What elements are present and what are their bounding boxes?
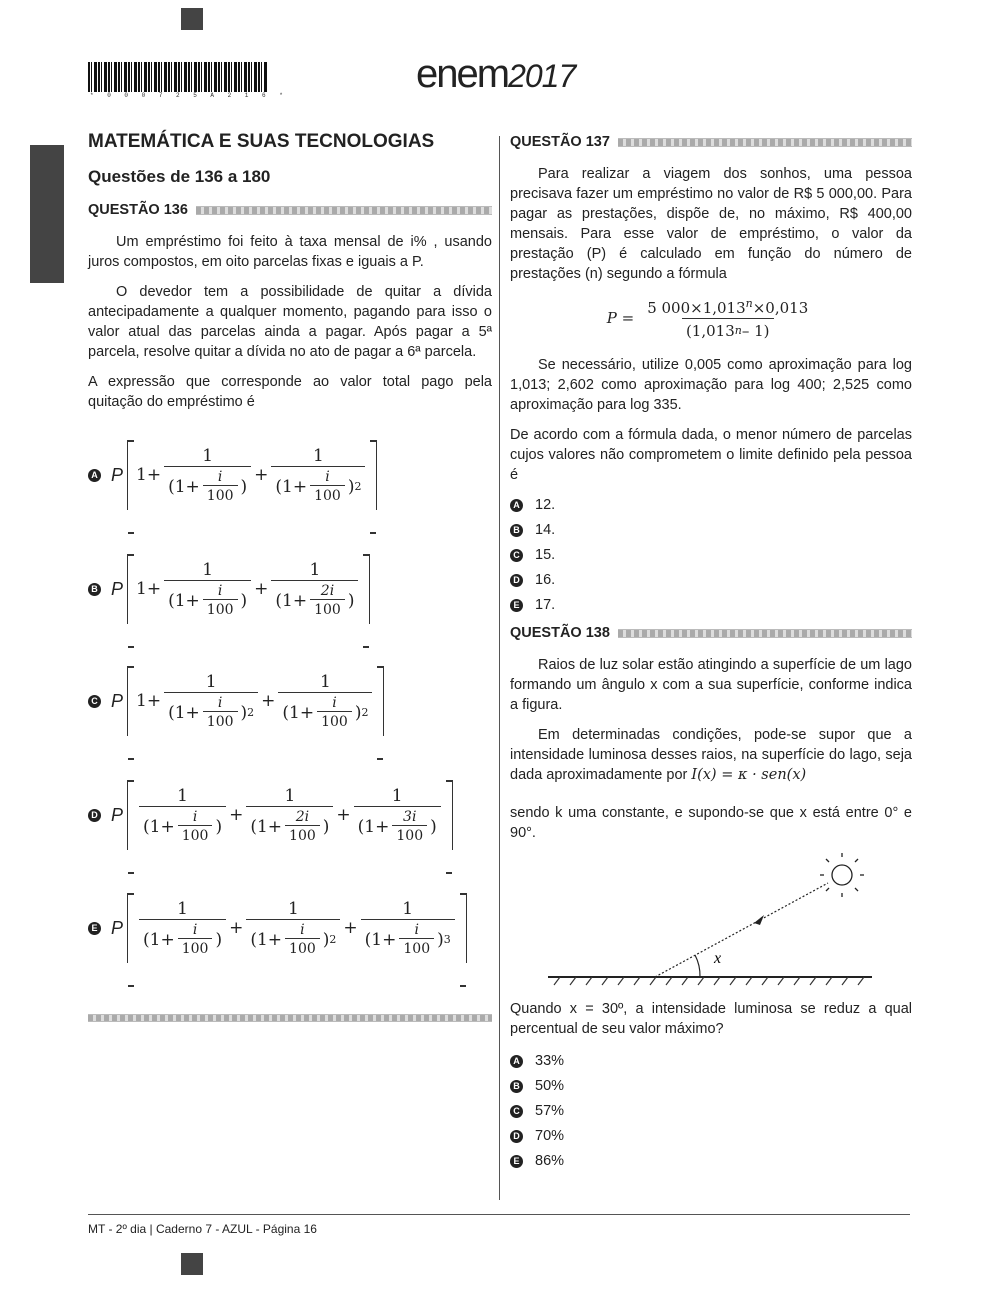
q138-paragraph-2 [510,725,912,785]
q137-paragraph-1: Para realizar a viagem dos sonhos, uma pessoa precisava fazer um empréstimo no valor de R$ 5 000,00. Para pagar as prestações, dispõe de, no máximo, R$ 400,00 mensais. Para esse valor de empréstimo, o valor da prestação (P) é calculado em função do número de prestações (n) segundo a fórmula [510,166,912,282]
q136-option-c[interactable] [88,666,488,736]
inner-num: i [332,695,337,711]
option-p: P [111,804,124,825]
q138-option-e[interactable] [510,1151,912,1171]
enem-logo [416,52,575,97]
option-expression [127,780,453,850]
open-paren: (1+ [250,816,283,837]
numerator: 1 [177,786,188,806]
q138-option-c[interactable] [510,1101,912,1121]
open-paren: (1+ [168,590,200,611]
inner-fraction [203,583,238,618]
option-p: P [111,464,124,485]
inner-fraction [392,809,427,844]
section-title: MATEMÁTICA E SUAS TECNOLOGIAS [88,131,435,152]
numerator: 1 [309,560,321,580]
inner-den: 100 [285,938,320,957]
inner-num: 2i [320,583,335,599]
logo-year: 2017 [508,58,576,94]
inner-den: 100 [392,825,427,844]
option-badge: E [510,599,523,612]
option-badge: A [510,499,523,512]
heading-rule [618,629,912,638]
angle-arc [695,955,700,977]
option-expression [127,554,370,624]
inner-den: 100 [399,938,434,957]
q138-options [510,1051,912,1171]
close-paren: ) [240,702,248,723]
close-paren: ) [240,590,248,611]
denominator-part: (1,013 [685,322,735,340]
left-column [88,130,492,422]
inner-fraction [178,922,213,957]
exponent: n [734,324,742,337]
close-paren: ) [430,816,437,837]
option-text: 33% [535,1053,565,1069]
formula-numerator [643,294,812,318]
inner-fraction [203,469,238,504]
q138-paragraph-1: Raios de luz solar estão atingindo a superfície de um lago formando um ângulo x com a sua superfície, conforme indica a figura. [510,657,912,713]
close-paren: ) [347,476,355,497]
numerator: 1 [177,899,188,919]
heading-rule [618,138,912,147]
one-plus: 1+ [136,465,162,485]
plus: + [229,918,244,938]
option-badge: A [88,469,101,482]
option-badge: C [510,549,523,562]
column-end-rule [88,1014,492,1022]
denominator [164,692,258,730]
inner-num: i [217,695,223,711]
angle-label: x [714,950,722,967]
denominator [164,466,251,504]
close-paren: ) [354,702,362,723]
light-ray [655,883,828,977]
question-136-number: QUESTÃO 136 [88,202,188,218]
logo-main: enem [416,52,509,96]
q138-option-b[interactable] [510,1076,912,1096]
one-plus: 1+ [136,579,162,599]
right-column [510,130,912,1176]
q138-paragraph-4: Quando x = 30º, a intensidade luminosa se reduz a qual percentual de seu valor máximo? [510,1001,912,1037]
option-expression [127,893,467,963]
open-paren: (1+ [250,929,283,950]
q137-option-c[interactable] [510,545,912,565]
inner-num: i [414,922,419,938]
plus: + [343,918,358,938]
option-badge: D [510,574,523,587]
exponent: 3 [443,933,451,946]
inner-den: 100 [203,711,238,730]
inner-fraction [317,695,352,730]
option-expression [127,440,377,510]
inner-den: 100 [178,825,213,844]
inner-fraction [399,922,434,957]
q137-option-d[interactable] [510,570,912,590]
close-paren: ) [240,476,248,497]
open-paren: (1+ [364,929,397,950]
denominator [246,806,333,844]
plus: + [336,805,351,825]
inner-num: i [192,922,198,938]
plus: + [229,805,244,825]
option-badge: D [510,1130,523,1143]
close-paren: ) [322,816,330,837]
inner-fraction [178,809,213,844]
inner-fraction [285,922,320,957]
q137-formula [510,294,912,341]
formula-denominator [682,318,774,341]
option-badge: C [88,695,101,708]
option-text: 70% [535,1128,565,1144]
formula-fraction [643,294,812,341]
inner-den: 100 [317,711,352,730]
option-p: P [111,917,124,938]
option-text: 16. [535,572,556,588]
fraction [361,899,455,957]
inner-fraction [310,469,345,504]
sun-icon [820,853,864,897]
section-subtitle: Questões de 136 a 180 [88,167,271,186]
option-text: 17. [535,597,556,613]
q136-paragraph-1: Um empréstimo foi feito à taxa mensal de i% , usando juros compostos, em oito parcelas fixas e iguais a P. [88,234,492,270]
exponent: n [745,297,753,310]
numerator: 1 [202,560,214,580]
column-divider [499,136,500,1200]
q138-option-a[interactable] [510,1051,912,1071]
denominator-part: – 1) [741,322,770,340]
exponent: 2 [247,706,255,719]
numerator: 1 [391,786,403,806]
registration-mark-bottom [181,1253,203,1275]
q137-paragraph-3: De acordo com a fórmula dada, o menor número de parcelas cujos valores não comprometem o limite definido pela pessoa é [510,427,912,483]
fraction [278,672,372,730]
q136-paragraph-2: O devedor tem a possibilidade de quitar a dívida antecipadamente a qualquer momento, pagando para isso o valor atual das parcelas ainda a pagar. Após pagar a 5ª parcela, resolve quitar a dívida no ato de pagar a 6ª parcela. [88,284,492,360]
denominator [139,919,226,957]
fraction [354,786,441,844]
question-137-heading [510,132,912,152]
formula-lhs: P = [606,308,635,327]
barcode [88,62,268,92]
option-expression [127,666,384,736]
open-paren: (1+ [168,702,200,723]
inner-den: 100 [203,599,238,618]
question-138-number: QUESTÃO 138 [510,625,610,641]
option-badge: E [510,1155,523,1168]
inner-num: 3i [403,809,417,825]
q138-formula: I(x) = κ · sen(x) [691,767,807,783]
numerator: 1 [320,672,331,692]
exponent: 2 [354,480,362,493]
denominator [271,580,358,618]
page-footer: MT - 2º dia | Caderno 7 - AZUL - Página 16 [88,1222,317,1236]
close-paren: ) [215,929,223,950]
inner-fraction [310,583,345,618]
option-text: 50% [535,1078,565,1094]
option-p: P [111,578,124,599]
q136-paragraph-3: A expressão que corresponde ao valor total pago pela quitação do empréstimo é [88,374,492,410]
question-138-heading [510,623,912,643]
fraction [164,672,258,730]
inner-num: i [192,809,198,825]
inner-num: i [325,469,330,485]
ray-arrow-icon [754,915,764,925]
option-text: 12. [535,497,556,513]
option-p: P [111,690,124,711]
barcode-number: * 0 0 0 7 2 5 A 2 1 6 * [90,92,288,99]
close-paren: ) [322,929,330,950]
denominator [246,919,340,957]
option-text: 14. [535,522,556,538]
one-plus: 1+ [136,691,162,711]
option-badge: A [510,1055,523,1068]
numerator-part: 5 000×1,013 [647,299,746,317]
side-tab-marker [30,145,64,283]
q138-paragraph-2-text: Em determinadas condições, pode-se supor que a intensidade luminosa desses raios, na superfície do lago, seja dada aproximadamente por [510,727,912,783]
close-paren: ) [347,590,355,611]
option-badge: C [510,1105,523,1118]
q136-option-b[interactable] [88,554,488,624]
plus: + [254,579,269,599]
open-paren: (1+ [282,702,315,723]
q136-option-d[interactable] [88,780,488,850]
option-badge: B [88,583,101,596]
option-text: 57% [535,1103,565,1119]
numerator: 1 [284,786,296,806]
inner-den: 100 [203,485,238,504]
inner-num: 2i [295,809,310,825]
option-badge: D [88,809,101,822]
fraction [139,899,226,957]
close-paren: ) [215,816,223,837]
q136-option-e[interactable] [88,893,488,963]
fraction [271,446,365,504]
q137-option-a[interactable] [510,495,912,515]
plus: + [261,691,276,711]
denominator [271,466,365,504]
denominator [164,580,251,618]
close-paren: ) [437,929,444,950]
fraction [246,786,333,844]
fraction [139,786,226,844]
fraction [164,560,251,618]
numerator: 1 [202,446,214,466]
option-text: 86% [535,1153,565,1169]
option-badge: B [510,524,523,537]
q137-option-b[interactable] [510,520,912,540]
q137-paragraph-2: Se necessário, utilize 0,005 como aproximação para log 1,013; 2,602 como aproximação para log 400; 2,525 como aproximação para log 335. [510,357,912,413]
inner-num: i [217,583,223,599]
denominator [354,806,441,844]
option-badge: B [510,1080,523,1093]
inner-den: 100 [285,825,320,844]
q137-option-e[interactable] [510,595,912,615]
numerator-part: ×0,013 [752,299,809,317]
inner-num: i [300,922,305,938]
numerator: 1 [313,446,324,466]
inner-den: 100 [310,599,345,618]
open-paren: (1+ [275,590,308,611]
inner-fraction [203,695,238,730]
numerator: 1 [205,672,217,692]
open-paren: (1+ [143,816,175,837]
denominator [361,919,455,957]
sun-ray-figure [510,853,912,993]
question-136-heading [88,200,492,220]
q138-option-d[interactable] [510,1126,912,1146]
registration-mark-top [181,8,203,30]
option-text: 15. [535,547,556,563]
denominator [139,806,226,844]
open-paren: (1+ [143,929,175,950]
denominator [278,692,372,730]
exponent: 2 [329,933,337,946]
open-paren: (1+ [168,476,200,497]
heading-rule [196,206,492,215]
inner-den: 100 [178,938,213,957]
fraction [271,560,358,618]
plus: + [254,465,269,485]
exponent: 2 [361,706,369,719]
question-137-number: QUESTÃO 137 [510,134,610,150]
inner-fraction [285,809,320,844]
numerator: 1 [402,899,414,919]
surface-hatching [554,977,864,985]
q136-option-a[interactable] [88,440,488,510]
fraction [164,446,251,504]
q138-paragraph-3: sendo k uma constante, e supondo-se que x está entre 0° e 90°. [510,805,912,841]
open-paren: (1+ [275,476,308,497]
inner-num: i [217,469,223,485]
inner-den: 100 [310,485,345,504]
footer-rule [88,1214,910,1215]
numerator: 1 [287,899,299,919]
open-paren: (1+ [357,816,390,837]
option-badge: E [88,922,101,935]
fraction [246,899,340,957]
q137-options [510,495,912,615]
